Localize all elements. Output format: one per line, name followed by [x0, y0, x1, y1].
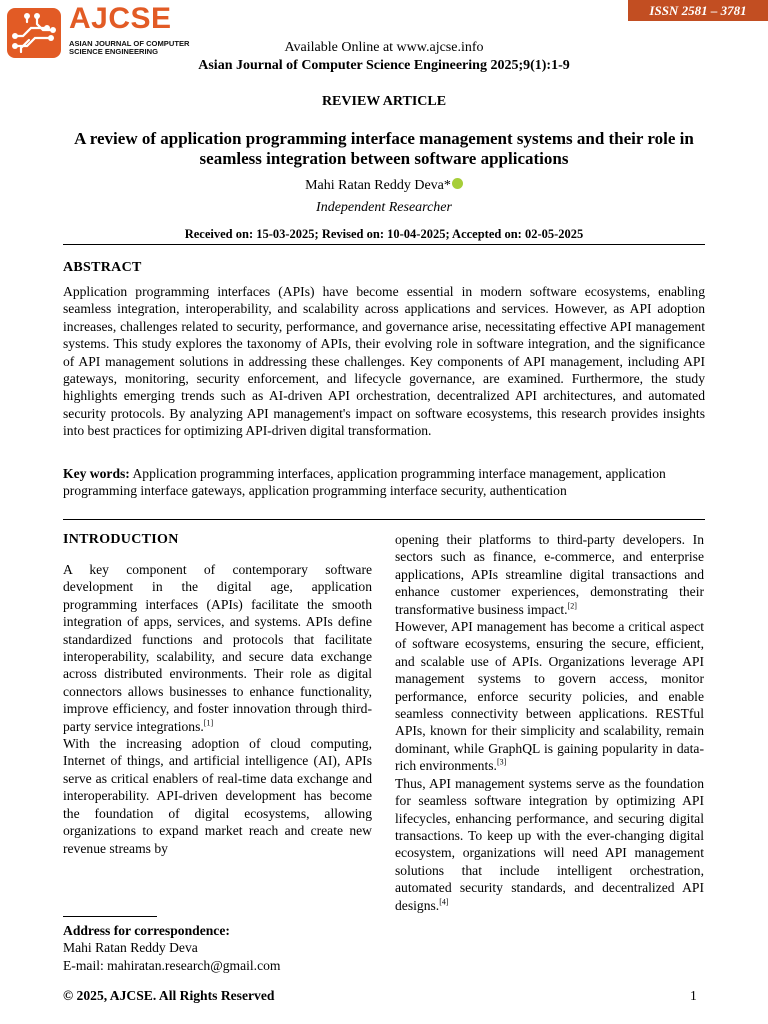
author-name: Mahi Ratan Reddy Deva* — [305, 178, 451, 193]
keywords-text: Application programming interfaces, application programming interface management, application programming interface gateways, application programming interface security, authentication — [63, 466, 666, 499]
article-type: REVIEW ARTICLE — [321, 94, 447, 109]
paragraph — [395, 618, 704, 775]
logo-wordmark: AJCSE — [69, 2, 172, 35]
issn-banner: ISSN 2581 – 3781 — [628, 0, 768, 21]
footnote-rule — [63, 916, 157, 917]
introduction-heading: INTRODUCTION — [63, 532, 179, 547]
keywords — [63, 465, 705, 500]
article-title: A review of application programming interface management systems and their role in seamless integration between software applications — [74, 129, 694, 168]
available-online: Available Online at www.ajcse.info — [284, 40, 484, 55]
citation-ref[interactable]: [4] — [439, 897, 449, 906]
copyright: © 2025, AJCSE. All Rights Reserved — [63, 988, 275, 1003]
correspondence-label: Address for correspondence: — [63, 923, 230, 938]
paragraph — [63, 735, 372, 857]
left-column — [63, 561, 372, 857]
paragraph-text: opening their platforms to third-party developers. In sectors such as finance, e-commerce, and enterprise applications, APIs streamline digital transactions and enhance customer experiences, demonstrating their transformative business impact. — [395, 532, 704, 617]
divider — [63, 519, 705, 520]
citation-ref[interactable]: [2] — [567, 601, 577, 611]
citation-ref[interactable]: [1] — [203, 718, 214, 728]
correspondence-email: E-mail: mahiratan.research@gmail.com — [63, 957, 281, 973]
author-line — [0, 178, 768, 194]
abstract-heading: ABSTRACT — [63, 260, 142, 275]
publication-dates: Received on: 15-03-2025; Revised on: 10-04-2025; Accepted on: 02-05-2025 — [184, 227, 584, 241]
author-affiliation: Independent Researcher — [316, 200, 452, 215]
orcid-icon[interactable] — [452, 178, 463, 189]
abstract-text: Application programming interfaces (APIs) have become essential in modern software ecosystems, enabling seamless integration, interoperability, and scalability across applications and services. However, as API adoption increases, challenges related to security, performance, and governance arise, necessitating effective API management systems. This study explores the taxonomy of APIs, their evolving role in software integration, and the significance of API management solutions in addressing these challenges. Key components of API management, including API gateways, monitoring, security enforcement, and lifecycle governance, are examined. Furthermore, the study highlights emerging trends such as AI-driven API orchestration, decentralized API architectures, and automated security protocols. By analyzing API management's impact on software ecosystems, this research provides insights into best practices for optimizing API-driven digital transformation. — [63, 284, 705, 439]
logo-subtitle-line-2: SCIENCE ENGINEERING — [69, 47, 159, 56]
paragraph-text: A key component of contemporary software development in the digital age, application programming interfaces (APIs) facilitate the smooth integration of apps, services, and systems. APIs define standardized functions and protocols that facilitate interoperability, scalability, and secure data exchange across distributed environments. Their role as digital connectors allows businesses to enhance functionality, improve efficiency, and foster innovation through third-party service integrations. — [63, 562, 372, 734]
paragraph-text: With the increasing adoption of cloud computing, Internet of things, and artificial intelligence (AI), APIs serve as critical enablers of real-time data exchange and interoperability. API-driven development has become the foundation of digital ecosystems, allowing organizations to expand market reach and create new revenue streams by — [63, 736, 372, 856]
divider — [63, 244, 705, 245]
correspondence-block — [63, 922, 280, 974]
keywords-label: Key words: — [63, 466, 130, 481]
paragraph — [395, 775, 704, 914]
right-column — [395, 531, 704, 914]
correspondence-name: Mahi Ratan Reddy Deva — [63, 940, 198, 956]
citation-ref[interactable]: [3] — [496, 757, 507, 767]
journal-citation: Asian Journal of Computer Science Engineering 2025;9(1):1-9 — [198, 58, 570, 73]
paragraph — [63, 561, 372, 735]
paragraph — [395, 531, 704, 618]
paragraph-text: Thus, API management systems serve as the foundation for seamless software integration by optimizing API lifecycles, enhancing performance, and securing digital transactions. To keep up with the ever-changing digital ecosystem, organizations will need API management solutions that include intelligent orchestration, automated security standards, and decentralized API designs. — [395, 775, 704, 913]
page-number: 1 — [690, 988, 697, 1003]
paragraph-text: However, API management has become a critical aspect of software ecosystems, ensuring the secure, efficient, and scalable use of APIs. Organizations leverage API management systems to govern access, monitor performance, enforce security policies, and enable seamless connectivity between applications. RESTful APIs, known for their simplicity and scalability, remain dominant, while GraphQL is gaining popularity in data-rich environments. — [395, 619, 704, 774]
logo-subtitle-line-1: ASIAN JOURNAL OF COMPUTER — [69, 39, 190, 48]
